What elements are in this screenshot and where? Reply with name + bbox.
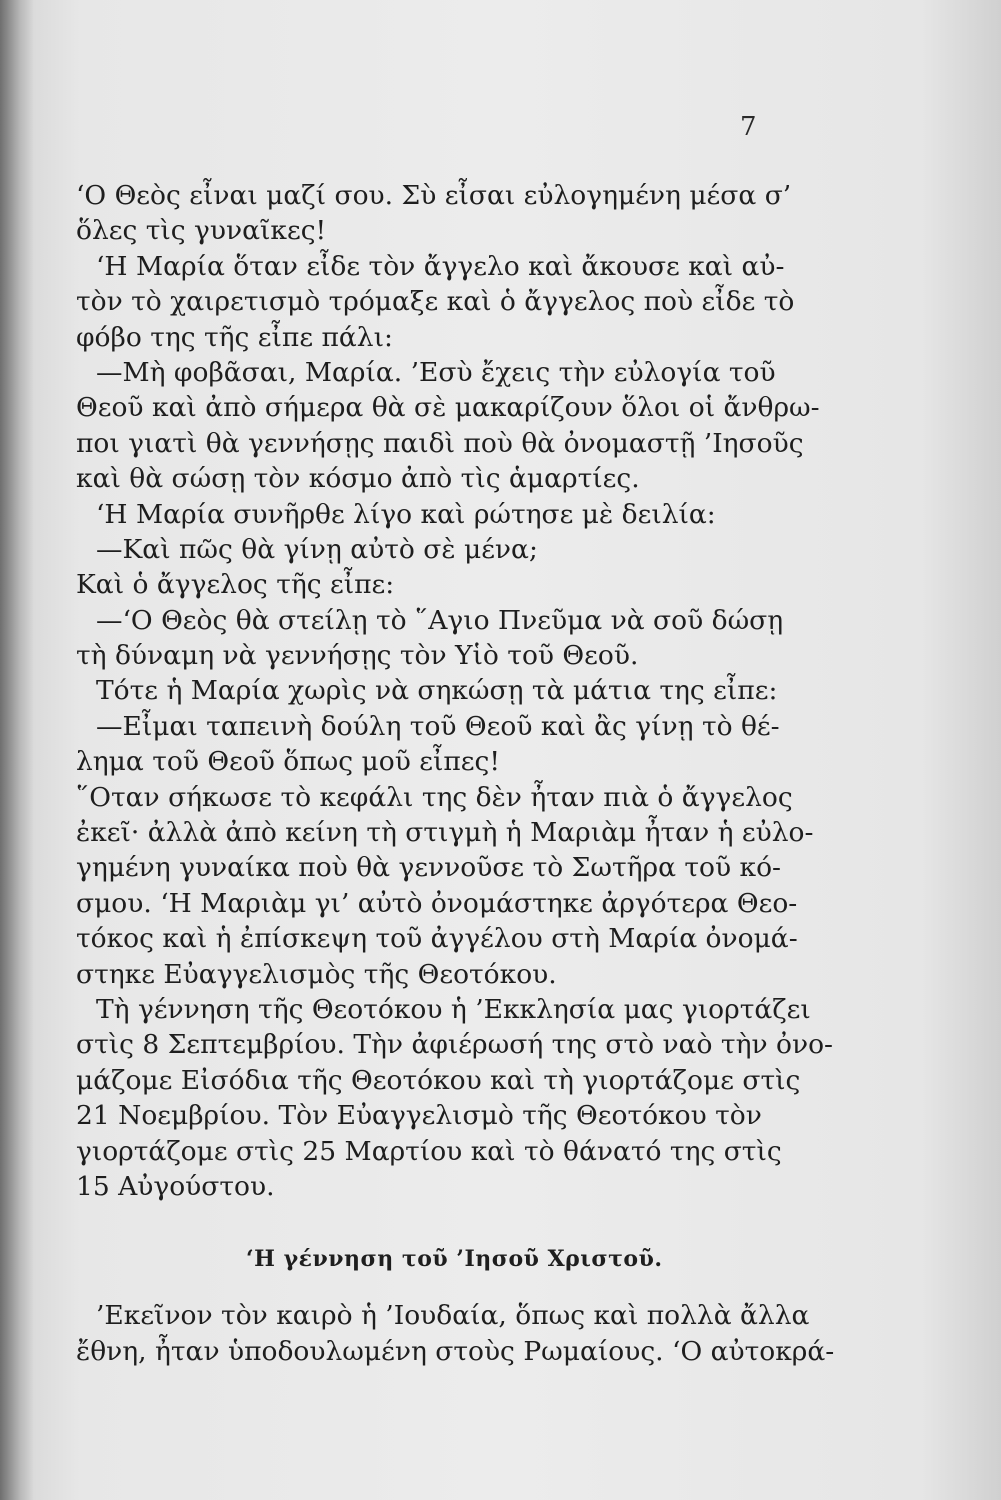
paragraph-block-after-heading [76,1298,835,1369]
text-line: Θεοῦ καὶ ἀπὸ σήμερα θὰ σὲ μακαρίζουν ὅλοι οἱ ἄνθρω- [76,392,820,424]
text-line: σμου. ‘Η Μαριὰμ γι’ αὐτὸ ὀνομάστηκε ἀργότερα Θεο- [76,887,798,919]
text-line: ‘Η Μαρία συνῆρθε λίγο καὶ ρώτησε μὲ δειλία: [96,498,716,530]
text-line: —Εἶμαι ταπεινὴ δούλη τοῦ Θεοῦ καὶ ἂς γίνῃ τὸ θέ- [96,710,780,742]
text-line: καὶ θὰ σώσῃ τὸν κόσμο ἀπὸ τὶς ἁμαρτίες. [76,463,640,495]
text-line: λημα τοῦ Θεοῦ ὅπως μοῦ εἶπες! [76,746,501,778]
text-line: ῞Οταν σήκωσε τὸ κεφάλι της δὲν ἦταν πιὰ ὁ ἄγγελος [76,781,793,813]
text-line: στὶς 8 Σεπτεμβρίου. Τὴν ἀφιέρωσή της στὸ ναὸ τὴν ὀνο- [76,1029,833,1061]
text-line: τὸν τὸ χαιρετισμὸ τρόμαξε καὶ ὁ ἄγγελος ποὺ εἶδε τὸ [76,286,795,318]
spacer [76,1204,821,1218]
text-line: μάζομε Εἰσόδια τῆς Θεοτόκου καὶ τὴ γιορτάζομε στὶς [76,1064,801,1096]
text-line: τόκος καὶ ἡ ἐπίσκεψη τοῦ ἀγγέλου στὴ Μαρία ὀνομά- [76,923,798,955]
text-line: φόβο της τῆς εἶπε πάλι: [76,321,393,353]
text-line: ἔθνη, ἦταν ὑποδουλωμένη στοὺς Ρωμαίους. ‘Ο αὐτοκρά- [76,1335,835,1367]
text-line: ‘Η Μαρία ὅταν εἶδε τὸν ἄγγελο καὶ ἄκουσε καὶ αὐ- [96,250,785,282]
text-line: —Καὶ πῶς θὰ γίνῃ αὐτὸ σὲ μένα; [96,533,538,565]
text-line: —‘Ο Θεὸς θὰ στείλῃ τὸ ῞Αγιο Πνεῦμα νὰ σοῦ δώσῃ [96,604,784,636]
text-line: ‘Ο Θεὸς εἶναι μαζί σου. Σὺ εἶσαι εὐλογημένη μέσα σ’ [76,180,792,211]
text-line: Καὶ ὁ ἄγγελος τῆς εἶπε: [76,569,395,601]
paragraph-block [76,178,833,1204]
body-text [76,178,835,1369]
text-line: —Μὴ φοβᾶσαι, Μαρία. ’Εσὺ ἔχεις τὴν εὐλογία τοῦ [96,356,776,388]
text-line: 21 Νοεμβρίου. Τὸν Εὐαγγελισμὸ τῆς Θεοτόκου τὸν [76,1100,762,1132]
text-line: ὅλες τὶς γυναῖκες! [76,215,327,247]
binding-shadow [0,0,34,1500]
text-line: 15 Αὐγούστου. [76,1170,275,1202]
text-line: Τότε ἡ Μαρία χωρὶς νὰ σηκώσῃ τὰ μάτια της εἶπε: [96,675,778,707]
text-line: τὴ δύναμη νὰ γεννήσῃς τὸν Υἱὸ τοῦ Θεοῦ. [76,640,639,672]
text-line: γιορτάζομε στὶς 25 Μαρτίου καὶ τὸ θάνατό της στὶς [76,1135,782,1167]
text-line: ἐκεῖ· ἀλλὰ ἀπὸ κείνη τὴ στιγμὴ ἡ Μαριὰμ ἦταν ἡ εὐλο- [76,817,814,849]
page-number: 7 [740,112,757,142]
text-line: ’Εκεῖνον τὸν καιρὸ ἡ ’Ιουδαία, ὅπως καὶ πολλὰ ἄλλα [96,1300,810,1332]
text-line: γημένη γυναίκα ποὺ θὰ γεννοῦσε τὸ Σωτῆρα τοῦ κό- [76,852,782,884]
section-heading: ‘Η γέννηση τοῦ ’Ιησοῦ Χριστοῦ. [246,1246,663,1273]
text-line: Τὴ γέννηση τῆς Θεοτόκου ἡ ’Εκκλησία μας γιορτάζει [96,993,811,1025]
text-line: στηκε Εὐαγγελισμὸς τῆς Θεοτόκου. [76,958,557,990]
text-line: ποι γιατὶ θὰ γεννήσῃς παιδὶ ποὺ θὰ ὀνομαστῇ ’Ιησοῦς [76,427,804,459]
